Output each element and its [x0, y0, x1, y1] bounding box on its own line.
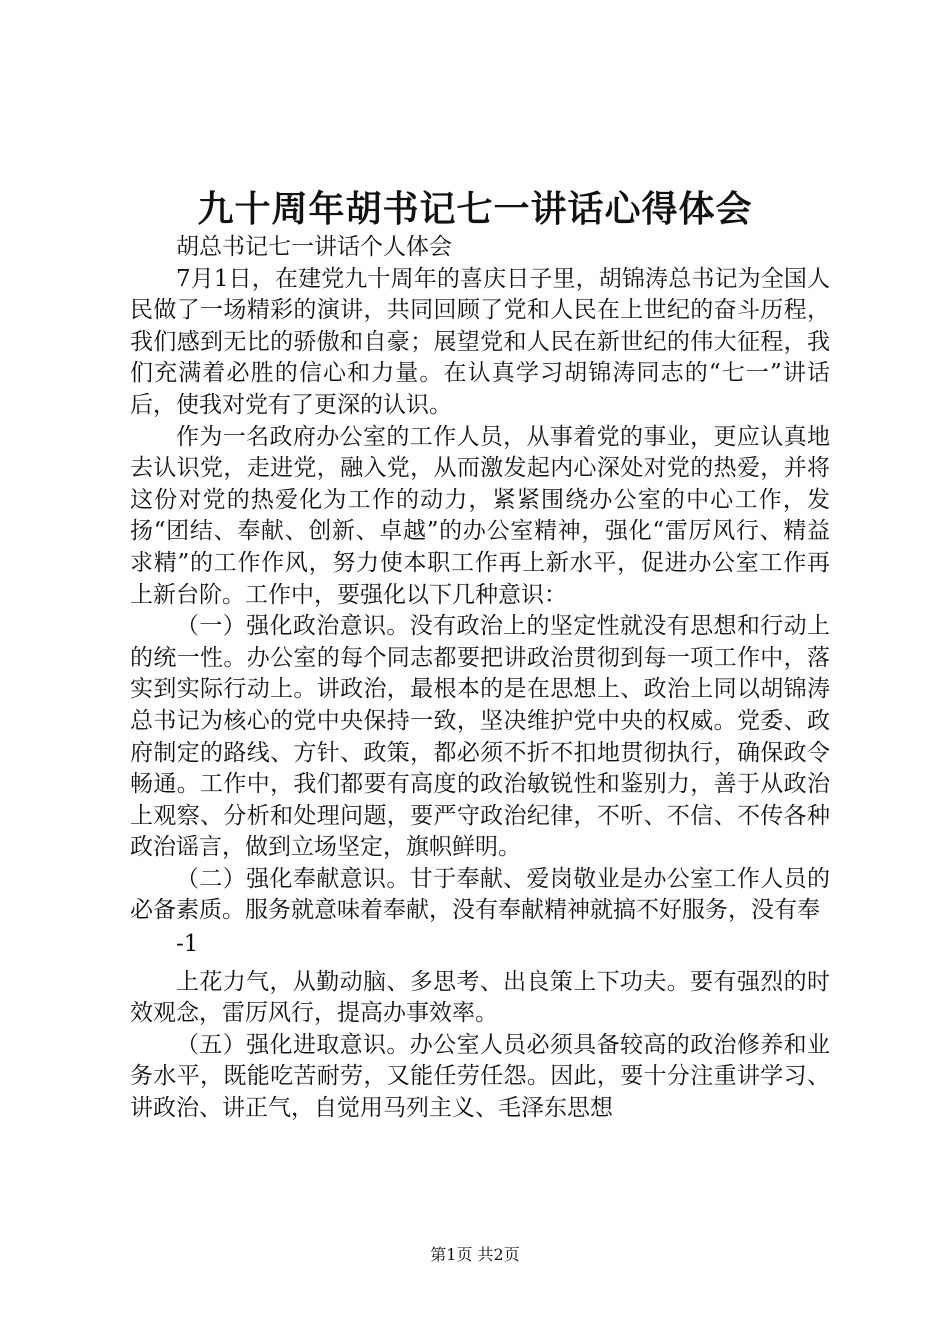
- paragraph-intro: 7月1日，在建党九十周年的喜庆日子里，胡锦涛总书记为全国人民做了一场精彩的演讲，共同回顾了党和人民在上世纪的奋斗历程，我们感到无比的骄傲和自豪；展望党和人民在新世纪的伟大征程，我们充满着必胜的信心和力量。在认真学习胡锦涛同志的“七一”讲话后，使我对党有了更深的认识。: [130, 265, 830, 418]
- document-body: [130, 232, 830, 1125]
- paragraph-dedication-awareness: （二）强化奉献意识。甘于奉献、爱岗敬业是办公室工作人员的必备素质。服务就意味着奉献，没有奉献精神就搞不好服务，没有奉: [130, 865, 830, 924]
- page-marker: -1: [176, 931, 199, 958]
- paragraph-efficiency: 上花力气，从勤动脑、多思考、出良策上下功夫。要有强烈的时效观念，雷厉风行，提高办事效率。: [130, 968, 830, 1027]
- paragraph-political-awareness: （一）强化政治意识。没有政治上的坚定性就没有思想和行动上的统一性。办公室的每个同志都要把讲政治贯彻到每一项工作中，落实到实际行动上。讲政治，最根本的是在思想上、政治上同以胡锦涛总书记为核心的党中央保持一致，坚决维护党中央的权威。党委、政府制定的路线、方针、政策，都必须不折不扣地贯彻执行，确保政令畅通。工作中，我们都要有高度的政治敏锐性和鉴别力，善于从政治上观察、分析和处理问题，要严守政治纪律，不听、不信、不传各种政治谣言，做到立场坚定，旗帜鲜明。: [130, 613, 830, 861]
- document-subtitle: 胡总书记七一讲话个人体会: [176, 234, 452, 260]
- paragraph-progress-awareness: （五）强化进取意识。办公室人员必须具备较高的政治修养和业务水平，既能吃苦耐劳，又能任劳任怨。因此，要十分注重讲学习、讲政治、讲正气，自觉用马列主义、毛泽东思想: [130, 1031, 830, 1122]
- page-footer: 第1页 共2页: [430, 1245, 520, 1264]
- document-title: 九十周年胡书记七一讲话心得体会: [197, 188, 753, 230]
- paragraph-role: 作为一名政府办公室的工作人员，从事着党的事业，更应认真地去认识党，走进党，融入党，从而激发起内心深处对党的热爱，并将这份对党的热爱化为工作的动力，紧紧围绕办公室的中心工作，发扬“团结、奉献、创新、卓越”的办公室精神，强化“雷厉风行、精益求精”的工作作风，努力使本职工作再上新水平，促进办公室工作再上新台阶。工作中，要强化以下几种意识：: [130, 423, 830, 608]
